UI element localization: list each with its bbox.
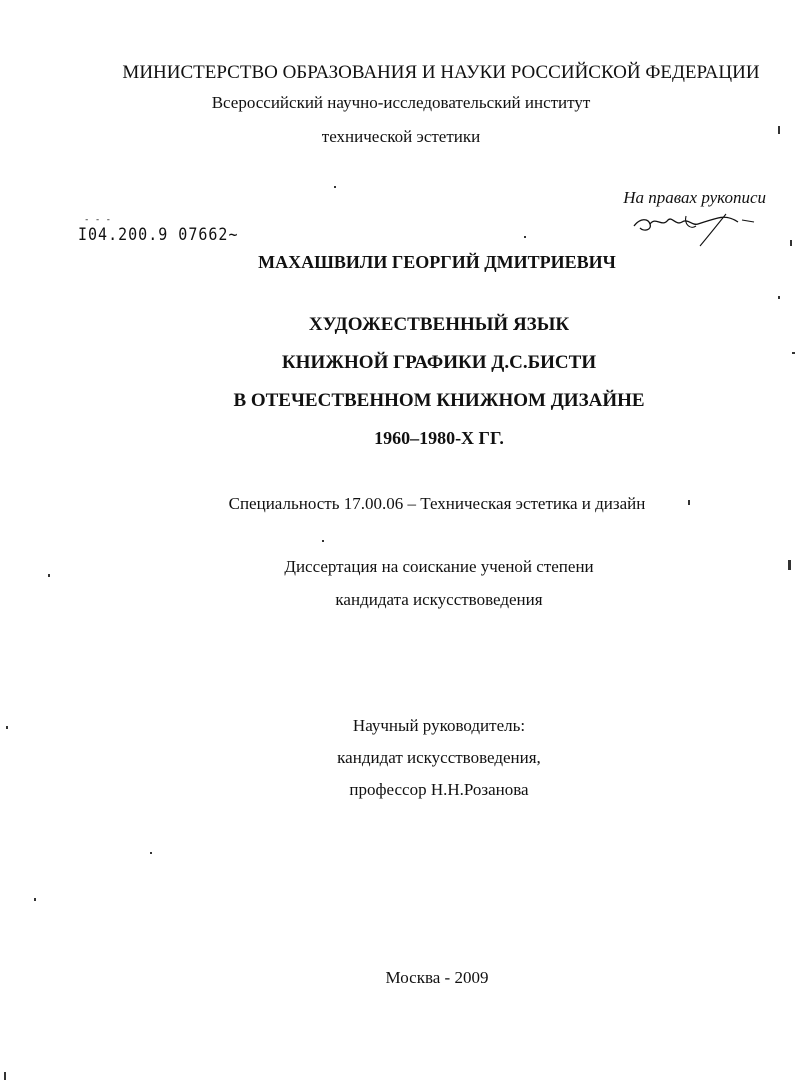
handwritten-signature	[626, 206, 766, 250]
supervisor-degree: кандидат искусствоведения,	[337, 748, 541, 767]
ministry-heading: МИНИСТЕРСТВО ОБРАЗОВАНИЯ И НАУКИ РОССИЙСКОЙ ФЕДЕРАЦИИ	[122, 62, 760, 83]
scan-speck	[150, 852, 152, 854]
scan-speck	[4, 1072, 6, 1080]
institute-name-continued: технической эстетики	[321, 127, 481, 146]
stamp-mark: - - -	[84, 215, 112, 225]
manuscript-rights-note: На правах рукописи	[623, 188, 766, 207]
thesis-title-line-1: ХУДОЖЕСТВЕННЫЙ ЯЗЫК	[308, 314, 570, 335]
specialty-line: Специальность 17.00.06 – Техническая эстетика и дизайн	[228, 494, 646, 513]
scan-speck	[778, 126, 780, 134]
scan-speck	[48, 574, 50, 577]
supervisor-label: Научный руководитель:	[352, 716, 526, 735]
scan-speck	[790, 240, 792, 246]
dissertation-degree-line-1: Диссертация на соискание ученой степени	[284, 557, 594, 576]
dissertation-degree-line-2: кандидата искусствоведения	[335, 590, 543, 609]
thesis-title-line-4: 1960–1980-Х ГГ.	[374, 428, 504, 448]
scan-speck	[788, 560, 791, 570]
registration-stamp	[78, 224, 239, 245]
institute-name: Всероссийский научно-исследовательский институт	[211, 93, 591, 112]
thesis-title-line-2: КНИЖНОЙ ГРАФИКИ Д.С.БИСТИ	[281, 352, 597, 373]
scan-speck	[688, 500, 690, 505]
city-year: Москва - 2009	[385, 968, 489, 987]
scan-speck	[334, 186, 336, 188]
stamp-suffix: ~	[228, 224, 239, 245]
scan-speck	[6, 726, 8, 729]
stamp-prefix: I	[78, 224, 89, 245]
stamp-number: 04.200.9 07662	[88, 224, 229, 245]
scan-speck	[322, 540, 324, 542]
scan-speck	[524, 236, 526, 238]
author-name: МАХАШВИЛИ ГЕОРГИЙ ДМИТРИЕВИЧ	[258, 252, 616, 272]
scan-speck	[34, 898, 36, 901]
scan-speck	[778, 296, 780, 299]
thesis-title-line-3: В ОТЕЧЕСТВЕННОМ КНИЖНОМ ДИЗАЙНЕ	[233, 390, 645, 411]
supervisor-name: профессор Н.Н.Розанова	[349, 780, 529, 799]
scan-speck	[792, 352, 795, 354]
